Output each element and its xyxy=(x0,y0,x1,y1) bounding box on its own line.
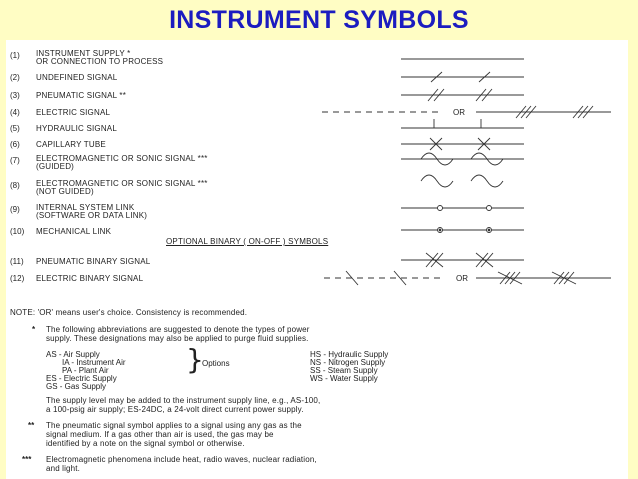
footnote-text: identified by a note on the signal symbol or otherwise. xyxy=(46,439,245,448)
row-label-secondary: (GUIDED) xyxy=(36,162,75,171)
abbreviation: SS - Steam Supply xyxy=(310,366,378,375)
row-number: (12) xyxy=(10,274,25,283)
row-label-secondary: (NOT GUIDED) xyxy=(36,187,94,196)
optional-heading: OPTIONAL BINARY ( ON-OFF ) SYMBOLS xyxy=(166,237,329,246)
mechanical-link-dot xyxy=(439,229,441,231)
footnote-text: The pneumatic signal symbol applies to a signal using any gas as the xyxy=(46,421,302,430)
abbreviation: AS - Air Supply xyxy=(46,350,100,359)
row-number: (5) xyxy=(10,124,20,133)
row-number: (11) xyxy=(10,257,24,266)
abbreviation: ES - Electric Supply xyxy=(46,374,117,383)
row-label: INSTRUMENT SUPPLY * xyxy=(36,49,131,58)
abbreviation: GS - Gas Supply xyxy=(46,382,107,391)
footnote-text: signal medium. If a gas other than air is used, the gas may be xyxy=(46,430,274,439)
footnote-mark: *** xyxy=(22,455,32,464)
options-label: Options xyxy=(202,359,230,368)
hydraulic-signal-mark xyxy=(481,119,491,128)
mechanical-link-dot xyxy=(488,229,490,231)
row-label: ELECTROMAGNETIC OR SONIC SIGNAL *** xyxy=(36,154,208,163)
footnote-text: and light. xyxy=(46,464,80,473)
row-label: CAPILLARY TUBE xyxy=(36,140,106,149)
row-number: (7) xyxy=(10,156,20,165)
row-label: ELECTROMAGNETIC OR SONIC SIGNAL *** xyxy=(36,179,208,188)
footnote-text: supply. These designations may also be applied to purge fluid supplies. xyxy=(46,334,309,343)
row-label: ELECTRIC SIGNAL xyxy=(36,108,111,117)
row-number: (9) xyxy=(10,205,20,214)
symbol-graphics xyxy=(6,40,628,300)
row-label: MECHANICAL LINK xyxy=(36,227,112,236)
options-brace: } xyxy=(186,343,204,376)
row-number: (4) xyxy=(10,108,20,117)
row-label-secondary: OR CONNECTION TO PROCESS xyxy=(36,57,164,66)
row-number: (8) xyxy=(10,181,20,190)
row-number: (3) xyxy=(10,91,20,100)
note-text: NOTE: 'OR' means user's choice. Consistency is recommended. xyxy=(10,308,248,317)
footnote-text: Electromagnetic phenomena include heat, radio waves, nuclear radiation, xyxy=(46,455,317,464)
system-link-node xyxy=(438,206,443,211)
row-label-secondary: (SOFTWARE OR DATA LINK) xyxy=(36,211,148,220)
row-number: (6) xyxy=(10,140,20,149)
symbol-sheet xyxy=(6,40,628,479)
or-label: OR xyxy=(456,274,468,283)
row-label: PNEUMATIC SIGNAL ** xyxy=(36,91,127,100)
row-label: UNDEFINED SIGNAL xyxy=(36,73,118,82)
row-label: HYDRAULIC SIGNAL xyxy=(36,124,117,133)
supply-level-text: The supply level may be added to the instrument supply line, e.g., AS-100, xyxy=(46,396,321,405)
or-label: OR xyxy=(453,108,465,117)
footnote-mark: * xyxy=(32,325,36,334)
abbreviation: NS - Nitrogen Supply xyxy=(310,358,386,367)
hydraulic-signal-mark xyxy=(434,119,444,128)
row-label: ELECTRIC BINARY SIGNAL xyxy=(36,274,144,283)
system-link-node xyxy=(487,206,492,211)
em-not-guided-wave xyxy=(471,175,503,187)
abbreviation: HS - Hydraulic Supply xyxy=(310,350,389,359)
supply-level-text: a 100-psig air supply; ES-24DC, a 24-volt direct current power supply. xyxy=(46,405,304,414)
page-title: INSTRUMENT SYMBOLS xyxy=(169,6,469,34)
row-number: (1) xyxy=(10,51,20,60)
abbreviation: WS - Water Supply xyxy=(310,374,378,383)
abbreviation: IA - Instrument Air xyxy=(62,358,126,367)
footnote-text: The following abbreviations are suggested to denote the types of power xyxy=(46,325,310,334)
row-label: PNEUMATIC BINARY SIGNAL xyxy=(36,257,151,266)
row-number: (10) xyxy=(10,227,25,236)
em-not-guided-wave xyxy=(421,175,453,187)
footnote-mark: ** xyxy=(28,421,35,430)
abbreviation: PA - Plant Air xyxy=(62,366,109,375)
row-number: (2) xyxy=(10,73,20,82)
row-label: INTERNAL SYSTEM LINK xyxy=(36,203,135,212)
